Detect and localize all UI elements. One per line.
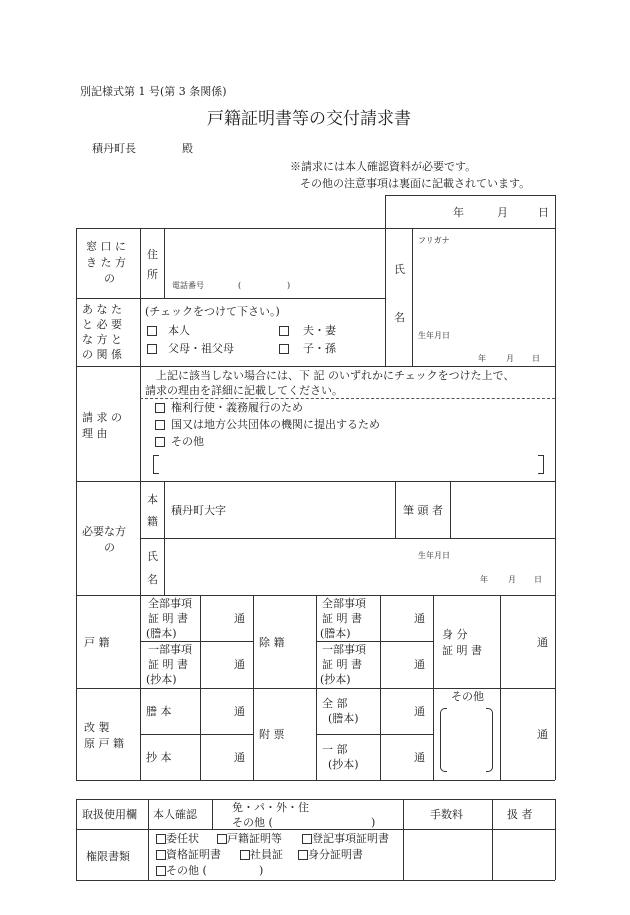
mibun-count-field[interactable] bbox=[502, 597, 535, 686]
other-cert-label: その他 bbox=[451, 690, 484, 703]
applicant-birthdate-label: 生年月日 bbox=[418, 331, 450, 340]
auth-employee-label: 社員証 bbox=[250, 848, 283, 861]
auth-registry-label: 登記事項証明書 bbox=[312, 832, 389, 845]
subject-birth-year: 年 bbox=[480, 575, 488, 584]
auth-koseki-label: 戸籍証明等 bbox=[227, 832, 282, 845]
joseki-part-l3: (抄本) bbox=[320, 673, 351, 686]
auth-registry-checkbox[interactable] bbox=[302, 834, 312, 844]
handler-label: 扱 者 bbox=[507, 808, 533, 821]
addressee-prefix: 積丹町長 bbox=[92, 142, 136, 155]
relation-parent-label: 父母・祖父母 bbox=[168, 342, 234, 355]
honseki-field[interactable] bbox=[240, 490, 390, 530]
joseki-part-l2: 証 明 書 bbox=[322, 658, 362, 671]
furigana-label: フリガナ bbox=[418, 236, 450, 245]
auth-qualification-label: 資格証明書 bbox=[166, 848, 221, 861]
koseki-part-l1: 一部事項 bbox=[148, 643, 192, 656]
date-month-label: 月 bbox=[497, 206, 508, 219]
date-year-label: 年 bbox=[453, 206, 464, 219]
date-day-label: 日 bbox=[538, 206, 549, 219]
addressee-suffix: 殿 bbox=[182, 142, 193, 155]
honseki-value: 積丹町大字 bbox=[171, 504, 226, 517]
reason-rights-checkbox[interactable] bbox=[155, 403, 165, 413]
id-types: 免・パ・外・住 bbox=[232, 801, 309, 814]
applicant-label-1: 窓 口 に bbox=[86, 240, 126, 253]
fuhyo-full-count-field[interactable] bbox=[381, 690, 411, 732]
applicant-birth-year: 年 bbox=[478, 354, 486, 363]
reason-bracket-right bbox=[538, 455, 544, 474]
subject-birth-month: 月 bbox=[508, 575, 516, 584]
reason-label-1: 請 求 の bbox=[82, 411, 122, 424]
relation-label-1: あ な た bbox=[82, 303, 122, 316]
koseki-full-unit: 通 bbox=[234, 612, 245, 625]
relation-spouse-label: 夫・妻 bbox=[303, 324, 336, 337]
other-cert-field[interactable] bbox=[448, 710, 484, 768]
relation-self-checkbox[interactable] bbox=[147, 326, 157, 336]
relation-parent-checkbox[interactable] bbox=[147, 344, 157, 354]
subject-name-label-2: 名 bbox=[147, 573, 158, 586]
relation-child-label: 子・孫 bbox=[303, 342, 336, 355]
applicant-birth-day: 日 bbox=[532, 354, 540, 363]
subject-label-2: の bbox=[104, 541, 115, 554]
relation-spouse-checkbox[interactable] bbox=[279, 326, 289, 336]
reason-bracket-left bbox=[153, 455, 159, 474]
joseki-full-l2: 証 明 書 bbox=[322, 612, 362, 625]
fuhyo-part-unit: 通 bbox=[414, 751, 425, 764]
auth-employee-checkbox[interactable] bbox=[240, 850, 250, 860]
relation-self-label: 本人 bbox=[168, 324, 190, 337]
relation-instruction: (チェックをつけて下さい。) bbox=[145, 305, 280, 318]
joseki-label: 除 籍 bbox=[259, 636, 285, 649]
applicant-name-label-1: 氏 bbox=[394, 263, 405, 276]
relation-label-4: の 関 係 bbox=[82, 348, 122, 361]
subject-birth-day: 日 bbox=[534, 575, 542, 584]
mibun-label-1: 身 分 bbox=[442, 628, 468, 641]
applicant-name-field[interactable] bbox=[414, 250, 553, 320]
other-cert-count-field[interactable] bbox=[502, 690, 535, 778]
auth-proxy-checkbox[interactable] bbox=[156, 834, 166, 844]
joseki-full-l3: (謄本) bbox=[320, 627, 351, 640]
head-of-household-field[interactable] bbox=[452, 483, 553, 536]
kaisei-tohon-unit: 通 bbox=[234, 705, 245, 718]
reason-other-checkbox[interactable] bbox=[155, 437, 165, 447]
applicant-name-label-2: 名 bbox=[394, 311, 405, 324]
relation-child-checkbox[interactable] bbox=[279, 344, 289, 354]
joseki-full-l1: 全部事項 bbox=[322, 597, 366, 610]
reason-note-2: 請求の理由を詳細に記載してください。 bbox=[145, 384, 343, 397]
applicant-birth-month: 月 bbox=[506, 354, 514, 363]
auth-koseki-checkbox[interactable] bbox=[217, 834, 227, 844]
fuhyo-part-count-field[interactable] bbox=[381, 736, 411, 778]
reason-other-label: その他 bbox=[171, 435, 204, 448]
applicant-label-2: き た 方 bbox=[86, 256, 126, 269]
other-cert-bracket-right bbox=[486, 708, 493, 772]
fee-label: 手数料 bbox=[430, 808, 463, 821]
auth-other-checkbox[interactable] bbox=[156, 866, 166, 876]
koseki-part-unit: 通 bbox=[234, 658, 245, 671]
reason-rights-label: 権利行使・義務履行のため bbox=[171, 401, 303, 414]
reason-detail-field[interactable] bbox=[160, 455, 536, 473]
phone-label: 電話番号 bbox=[172, 281, 204, 290]
honseki-label-2: 籍 bbox=[147, 515, 158, 528]
kaisei-tohon-label: 謄 本 bbox=[146, 705, 172, 718]
authority-docs-label: 権限書類 bbox=[86, 850, 130, 863]
koseki-part-l3: (抄本) bbox=[146, 673, 177, 686]
koseki-label: 戸 籍 bbox=[84, 636, 110, 649]
office-use-label: 取扱使用欄 bbox=[82, 808, 137, 821]
joseki-full-count-field[interactable] bbox=[381, 597, 411, 639]
note-id-required: ※請求には本人確認資料が必要です。 bbox=[290, 160, 477, 173]
mibun-unit: 通 bbox=[537, 636, 548, 649]
honseki-label-1: 本 bbox=[147, 493, 158, 506]
form-number: 別記様式第 1 号(第 3 条関係) bbox=[80, 85, 227, 98]
koseki-part-l2: 証 明 書 bbox=[148, 658, 188, 671]
joseki-part-unit: 通 bbox=[414, 658, 425, 671]
koseki-part-count-field[interactable] bbox=[201, 643, 231, 686]
koseki-full-l2: 証 明 書 bbox=[148, 612, 188, 625]
subject-name-field[interactable] bbox=[166, 540, 406, 592]
id-check-label: 本人確認 bbox=[153, 808, 197, 821]
subject-label-1: 必要な方 bbox=[82, 525, 126, 538]
relation-label-3: な 方 と bbox=[82, 333, 122, 346]
id-other-label: その他 ( bbox=[232, 816, 273, 829]
head-of-household-label: 筆 頭 者 bbox=[403, 504, 443, 517]
reason-note-1: 上記に該当しない場合には、下 記 のいずれかにチェックをつけた上で、 bbox=[156, 369, 515, 382]
kaisei-label-2: 原 戸 籍 bbox=[84, 737, 124, 750]
page-title: 戸籍証明書等の交付請求書 bbox=[207, 109, 411, 129]
auth-identity-checkbox[interactable] bbox=[298, 850, 308, 860]
joseki-full-unit: 通 bbox=[414, 612, 425, 625]
kaisei-shohon-count-field[interactable] bbox=[201, 736, 231, 778]
address-label-1: 住 bbox=[147, 248, 158, 261]
phone-paren-close: ) bbox=[287, 281, 291, 290]
reason-government-label: 国又は地方公共団体の機関に提出するため bbox=[171, 418, 380, 431]
note-see-reverse: その他の注意事項は裏面に記載されています。 bbox=[300, 177, 531, 190]
koseki-full-l1: 全部事項 bbox=[148, 597, 192, 610]
auth-qualification-checkbox[interactable] bbox=[156, 850, 166, 860]
fuhyo-full-unit: 通 bbox=[414, 705, 425, 718]
subject-name-label-1: 氏 bbox=[147, 550, 158, 563]
fuhyo-full-l2: (謄本) bbox=[328, 712, 359, 725]
auth-proxy-label: 委任状 bbox=[166, 832, 199, 845]
mibun-label-2: 証 明 書 bbox=[442, 644, 482, 657]
fuhyo-full-l1: 全 部 bbox=[322, 697, 348, 710]
kaisei-tohon-count-field[interactable] bbox=[201, 690, 231, 732]
reason-government-checkbox[interactable] bbox=[155, 420, 165, 430]
reason-label-2: 理 由 bbox=[82, 427, 108, 440]
kaisei-shohon-unit: 通 bbox=[234, 751, 245, 764]
auth-identity-label: 身分証明書 bbox=[308, 848, 363, 861]
phone-paren-open: ( bbox=[238, 281, 242, 290]
fuhyo-part-l2: (抄本) bbox=[328, 758, 359, 771]
kaisei-shohon-label: 抄 本 bbox=[146, 751, 172, 764]
other-cert-bracket-left bbox=[440, 708, 447, 772]
koseki-full-count-field[interactable] bbox=[201, 597, 231, 639]
applicant-label-3: の bbox=[104, 272, 115, 285]
koseki-full-l3: (謄本) bbox=[146, 627, 177, 640]
id-other-close: ) bbox=[371, 816, 376, 829]
fuhyo-label: 附 票 bbox=[259, 728, 285, 741]
joseki-part-count-field[interactable] bbox=[381, 643, 411, 686]
kaisei-label-1: 改 製 bbox=[84, 721, 110, 734]
auth-other-close: ) bbox=[259, 864, 264, 877]
relation-label-2: と 必 要 bbox=[82, 318, 122, 331]
address-label-2: 所 bbox=[147, 268, 158, 281]
address-field[interactable] bbox=[166, 230, 383, 278]
subject-birthdate-label: 生年月日 bbox=[418, 551, 450, 560]
phone-field[interactable] bbox=[244, 280, 284, 292]
other-cert-unit: 通 bbox=[537, 728, 548, 741]
joseki-part-l1: 一部事項 bbox=[322, 643, 366, 656]
fuhyo-part-l1: 一 部 bbox=[322, 743, 348, 756]
auth-other-label: その他 ( bbox=[166, 864, 207, 877]
